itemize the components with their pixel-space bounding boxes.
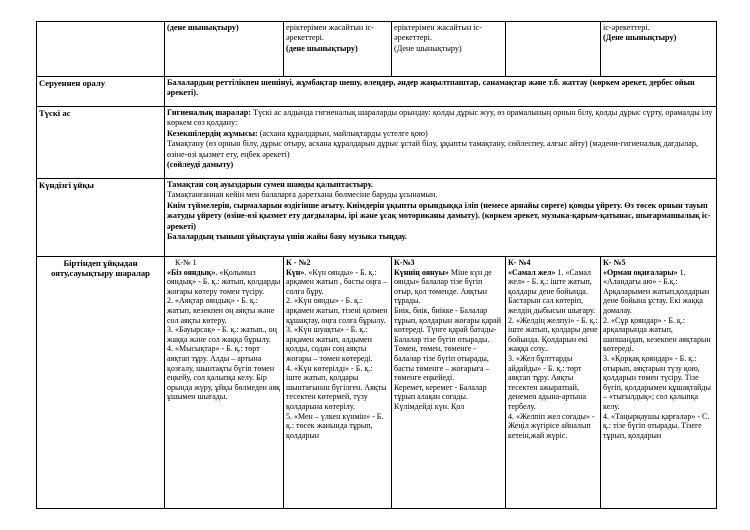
exercise-col-3: [392, 257, 506, 509]
exercise-head: К- №5: [603, 258, 626, 267]
exercise-line: Төмен, төмен, төменге - балалар тізе бүгіп отырады, басты төменге – жоғарыға – төменге еңкейеді.: [394, 344, 490, 383]
exercise-title: Күннің оянуы»: [394, 267, 449, 277]
nap-line-4: Балалардың тыныш ұйықтауы үшін жайы баяу музыка тыңдау.: [167, 232, 407, 242]
cell-day2: [284, 22, 392, 77]
exercise-line: 4. «Таңырқаушы қарғалар» - С. қ.: тізе бүгіп отырады. Тізеге тұрып, қолдарын: [603, 411, 710, 440]
exercise-line: 5. «Мен – үлкен күнмін» - Б. қ.: төсек жанында тұрып, қолдарын: [286, 411, 384, 440]
exercise-title: «Самал жел»: [508, 267, 556, 277]
hygiene-title: Гигиеналық шаралар:: [167, 108, 252, 117]
lunch-content: [165, 107, 717, 179]
cell-text-bold: (Дене шынықтыру): [603, 33, 677, 43]
exercise-head: К-№ 1: [175, 258, 197, 267]
nap-row: [37, 179, 717, 257]
exercise-head: К-№3: [394, 258, 415, 267]
exercise-line: 3. «Бауырсақ» - Б. қ.: жатып., оң жаққа және сол жаққа бұрылу.: [167, 325, 277, 344]
exercise-line: 3. «Жел бұлттарды айдайды» - Б. қ.: төрт аяқтап тұру. Аяқты тесектен ажыратпай, денемен адына-артына тербелу.: [508, 353, 586, 411]
row-label: Түскі ас: [37, 107, 165, 179]
cell-text-bold: (дене шынықтыру): [286, 43, 358, 53]
meal-text: Тамақтану (өз орнын білу, дұрыс отыру, асхана құралдарын дұрыс ұстай білу, ұқыпты тамақтану, сөйлеспеу, алғыс айту) (мәдени-гигиеналық дағдылар, өзіне-өзі қызмет ету, еңбек әрекеті): [167, 139, 699, 159]
exercise-col-2: [284, 257, 392, 509]
exercise-line: 2. «Желдің желпуі» - Б. қ.: іште жатып, қолдары дене бойында. Қолдарын екі жаққа созу..: [508, 315, 598, 354]
meal-bold: (сөйлеуді дамыту): [167, 160, 234, 170]
exercise-line: . «Қолымыз ояндық» - Б. қ.: жатып, қолдарды жоғары көтеру төмен түсіру.: [167, 267, 281, 296]
exercise-head: К - №2: [286, 258, 311, 267]
duty-title: Кезекшілердің жұмысы:: [167, 128, 258, 138]
row-label: Күндізгі ұйқы: [37, 179, 165, 257]
exercise-line: 4. «Күн көтерілді» - Б. қ.: іште жатып, қолдары шынтағынан бүгілген. Аяқты тесектен көтермей, түзу қолдарына көтерілу.: [286, 363, 387, 411]
exercise-title: «Орман оқиғалары»: [603, 267, 678, 277]
continuation-row: [37, 22, 717, 77]
row-label: Біртіндеп ұйқыдан ояту,сауықтыру шаралар: [37, 257, 165, 509]
exercise-line: 2. «Күн оянды» - Б. қ.: арқамен жатып, тізені қолмен құшақтау, оңға солға бұрылу.: [286, 296, 388, 325]
cell-text: (дене шынықтыру): [167, 23, 239, 32]
exercise-col-5: [601, 257, 717, 509]
exercise-title: Күн»: [286, 267, 305, 277]
exercise-line: 1. «Аландағы аю» - Б.қ.: Арқаларымен жатып,қолдарын дене бойына ұстау. Екі жаққа домалау.: [603, 267, 710, 315]
nap-line-3: Киім түймелерін, сырмаларын өздігінше ағыту. Киімдерін ұқыпты орындыққа іліп (немесе арнайы сөреге) қоюды үйрету. Өз төсек орнын тауып жатуды үйрету (өзіне-өзі қызмет ету дағдылары, ірі және ұсақ моториканы дамыту). (көркем әрекет, музыка-қарым-қатынас, шығармашылық іс-әрекеті): [167, 200, 711, 231]
cell-day4: [506, 22, 601, 77]
exercise-col-4: [506, 257, 601, 509]
nap-line-2: Тамақтанғаннан кейін мен балаларға дәретхана бөлмесіне баруды ұсынамын.: [167, 190, 438, 200]
nap-content: [165, 179, 717, 257]
hygiene-text: Түскі ас алдында гигиеналық шараларды орындау: қолды дұрыс жуу, өз орамалының орнын білу, қолды дұрыс сүрту, орамалды ілу көркем сөз қолдану:: [167, 108, 713, 128]
cell-text: еріктерімен жасайтын іс-әрекеттері.: [286, 23, 374, 43]
duty-text: (асхана құралдарын, майлықтарды үстелге қою): [257, 128, 428, 138]
cell-day3: [392, 22, 506, 77]
cell-text: еріктерімен жасайтын іс-әрекеттері.: [394, 23, 482, 43]
exercise-line: 3. «Қорқақ қояндар» - Б. қ.: отырып, аяқтарын түзу қою, қолдарын төмен түсіру. Тізе бүгіп, қолдарымен құшақтайды – «тығылдық»; сол қалыпқа келу.: [603, 353, 711, 411]
walk-text: Балалардың реттілікпен шешінуі, жұмбақтар шешу, өлеңдер, әндер жаңылтпаштар, санамақтар және т.б. жаттау (көркем әрекет, дербес ойын әрекеті).: [165, 77, 717, 107]
exercise-line: Биік, биік, биікке - Балалар тұрып, қолдарын жоғары қарай көтереді. Түнге қарай батады- Балалар тізе бүгіп отырады.: [394, 305, 502, 344]
exercise-line: Күлімдейді күн. Қол: [394, 401, 465, 411]
exercise-line: 3. «Күн шуақты» - Б. қ.: арқамен жатып, алдымен қолды, содан соң аяқты жоғары – төмен көтереді.: [286, 325, 373, 363]
empty-label-cell: [37, 22, 165, 77]
cell-text: іс-әрекеттері.: [603, 23, 650, 32]
row-label: Серуеннен оралу: [37, 77, 165, 107]
exercise-line: Керемет, керемет - Балалар тұрып алақан соғады.: [394, 382, 487, 402]
exercise-line: 2. «Аяқтар ояндық» - Б. қ.: жатып, кезекпен оң аяқты және сол аяқты көтеру.: [167, 296, 275, 325]
cell-text: (Дене шынықтыру): [394, 43, 462, 53]
cell-day5: [601, 22, 717, 77]
cell-day1: [165, 22, 284, 77]
exercise-col-1: [165, 257, 284, 509]
exercise-line: 1. «Самал жел» - Б. қ.: іште жатып, қолдары дене бойында. Бастарын сәл көтеріп, желдің дыбысын шығару.: [508, 267, 596, 315]
exercise-line: . «Күн оянды» - Б. қ.: арқамен жатып , басты оңға –солға бұру.: [286, 267, 388, 296]
wake-row: [37, 257, 717, 509]
exercise-title: «Біз ояндық»: [167, 267, 216, 277]
exercise-line: Міне күн де оянды» балалар тізе бүгіп отыр, қол төменде. Аяқтын тұрады.: [394, 267, 492, 306]
lunch-row: [37, 107, 717, 179]
schedule-table: [36, 21, 717, 509]
exercise-line: 4. «Мысықтар» - Б. қ.: төрт аяқтап тұру. Алды – артына қозғалу, шынтақты бүгіп төмен еңкейу, сол қалыпқа келу. Бір орында жүру, ұйқы бөлмеден аяқ ұшымен шығады.: [167, 344, 281, 402]
exercise-line: 2. «Сұр қояндар» - Б. қ.: арқаларында жатып, шапшаңдап, кезекпен аяқтарын көтереді.: [603, 315, 711, 354]
nap-line-1: Тамақтан соң ауыздарын сумен шаюды қалыптастыру.: [167, 180, 373, 189]
exercise-line: 4. «Желпіп жел соғады» - Жеңіл жүгірісе айналып кетеін,жай жүріс.: [508, 411, 595, 440]
walk-row: [37, 77, 717, 107]
exercise-head: К- №4: [508, 258, 531, 267]
